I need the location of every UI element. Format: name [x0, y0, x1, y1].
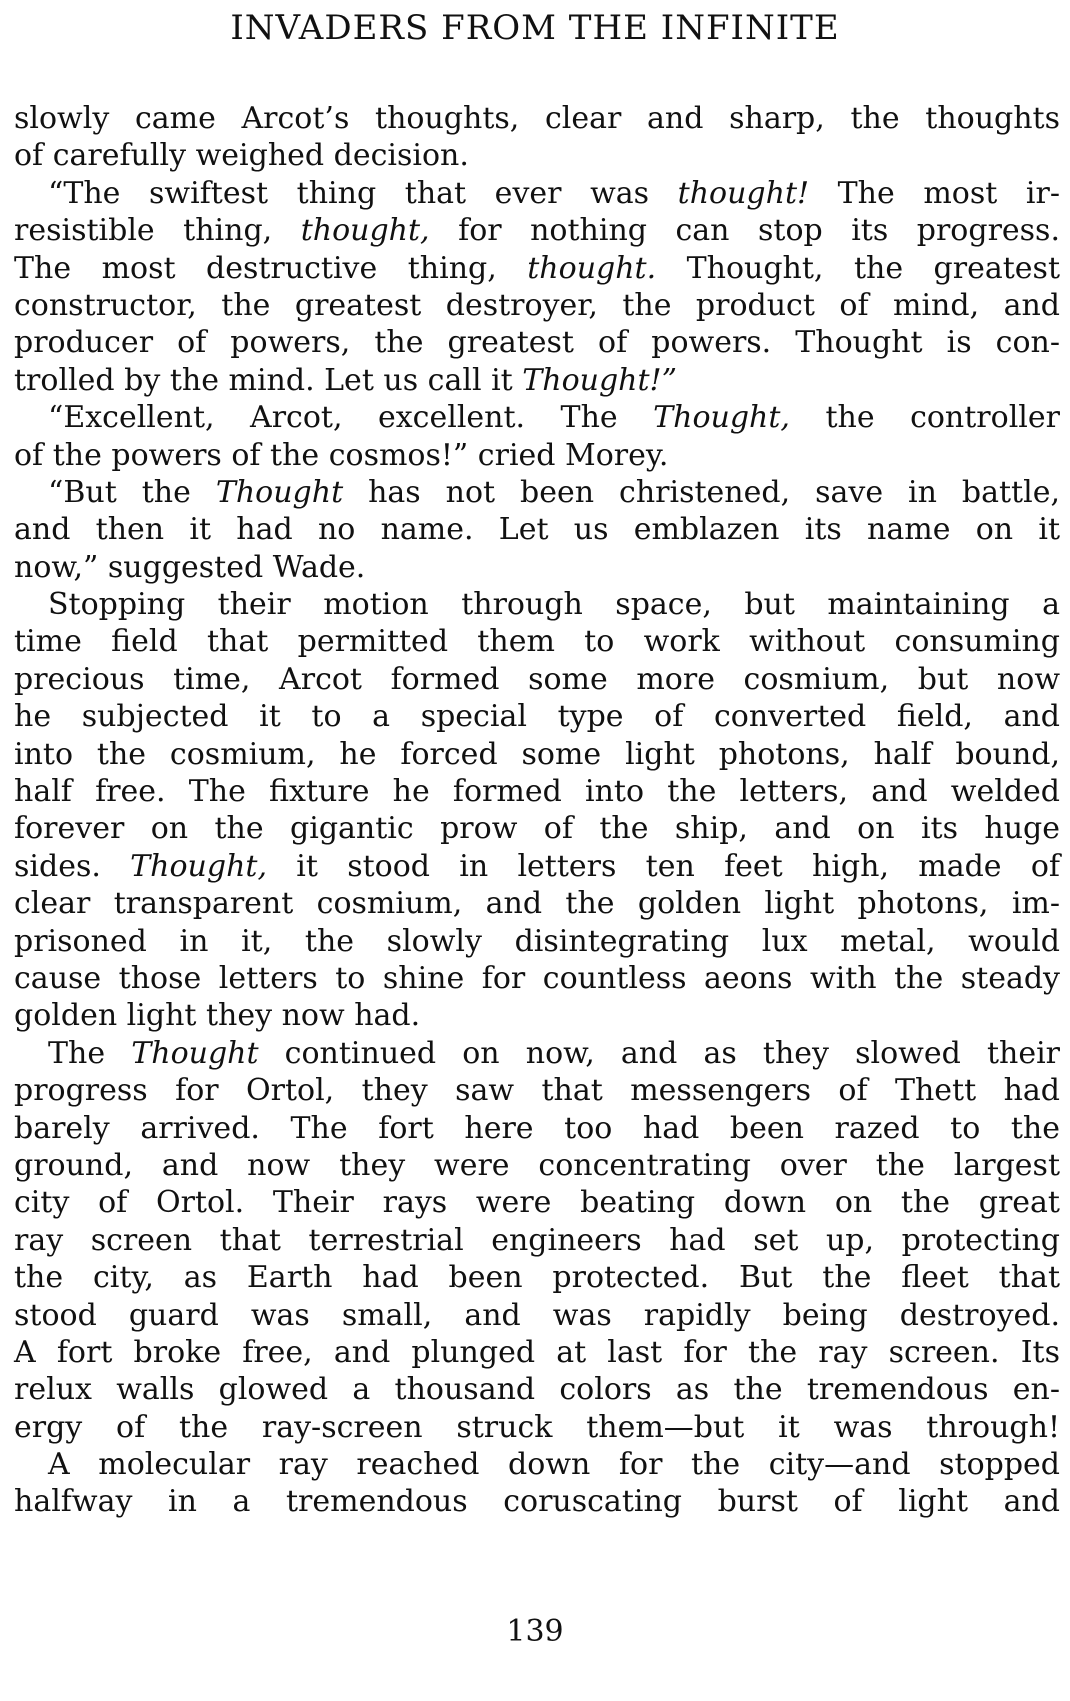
text-line	[14, 362, 1060, 399]
text-line	[14, 586, 1060, 623]
text-span: “But the	[48, 474, 216, 510]
text-line	[14, 885, 1060, 922]
text-span: for nothing can stop its progress.	[429, 213, 1060, 249]
text-span: he subjected it to a special type of converted field, and	[14, 699, 1060, 735]
text-line	[14, 960, 1060, 997]
text-span: The most ir-	[809, 175, 1060, 211]
text-span: The	[48, 1035, 132, 1071]
text-span: half free. The fixture he formed into the letters, and welded	[14, 774, 1060, 810]
text-span: producer of powers, the greatest of powers. Thought is con-	[14, 325, 1060, 361]
text-span: now,” suggested Wade.	[14, 549, 366, 585]
text-span: time field that permitted them to work without consuming	[14, 624, 1060, 660]
italic-text: Thought	[131, 1035, 259, 1071]
italic-text: Thought	[215, 474, 344, 510]
text-line	[14, 1371, 1060, 1408]
text-span: ray screen that terrestrial engineers had set up, protecting	[14, 1222, 1060, 1258]
text-line	[14, 698, 1060, 735]
text-line	[14, 1222, 1060, 1259]
text-line	[14, 1147, 1060, 1184]
text-line	[14, 549, 1060, 586]
text-span: Thought, the greatest	[656, 250, 1061, 286]
italic-text: thought,	[300, 213, 430, 249]
text-span: stood guard was small, and was rapidly being destroyed.	[14, 1297, 1060, 1333]
text-span: sides.	[14, 848, 131, 884]
text-span: progress for Ortol, they saw that messengers of Thett had	[14, 1073, 1060, 1109]
text-line	[14, 212, 1060, 249]
text-span: of carefully weighed decision.	[14, 138, 469, 174]
text-span: city of Ortol. Their rays were beating down on the great	[14, 1185, 1060, 1221]
text-line	[14, 810, 1060, 847]
text-span: of the powers of the cosmos!” cried Morey.	[14, 437, 669, 473]
text-line	[14, 736, 1060, 773]
text-span: clear transparent cosmium, and the golden light photons, im-	[14, 886, 1060, 922]
text-line	[14, 923, 1060, 960]
text-span: precious time, Arcot formed some more cosmium, but now	[14, 661, 1060, 697]
text-span: trolled by the mind. Let us call it	[14, 362, 523, 398]
text-span: relux walls glowed a thousand colors as the tremendous en-	[14, 1372, 1060, 1408]
text-span: into the cosmium, he forced some light photons, half bound,	[14, 736, 1060, 772]
text-line	[14, 1035, 1060, 1072]
text-line	[14, 1110, 1060, 1147]
italic-text: Thought,	[130, 848, 267, 884]
text-line	[14, 661, 1060, 698]
text-span: cause those letters to shine for countless aeons with the steady	[14, 960, 1060, 996]
text-span: continued on now, and as they slowed their	[258, 1035, 1061, 1071]
text-line	[14, 1072, 1060, 1109]
text-line	[14, 623, 1060, 660]
text-span: halfway in a tremendous coruscating burst of light and	[14, 1484, 1060, 1520]
text-span: prisoned in it, the slowly disintegrating lux metal, would	[14, 923, 1060, 959]
text-line	[14, 848, 1060, 885]
text-line	[14, 1184, 1060, 1221]
text-line	[14, 1334, 1060, 1371]
text-line	[14, 773, 1060, 810]
text-span: resistible thing,	[14, 213, 301, 249]
text-line	[14, 250, 1060, 287]
text-span: ergy of the ray-screen struck them—but it was through!	[14, 1409, 1060, 1445]
text-line	[14, 1483, 1060, 1520]
text-line	[14, 287, 1060, 324]
text-span: The most destructive thing,	[14, 250, 528, 286]
italic-text: Thought,	[653, 400, 790, 436]
italic-text: Thought!”	[522, 362, 677, 398]
body-text	[14, 100, 1060, 1521]
page-number: 139	[506, 1614, 564, 1649]
text-span: it stood in letters ten feet high, made of	[267, 848, 1060, 884]
text-span: Stopping their motion through space, but maintaining a	[48, 587, 1060, 623]
text-span: forever on the gigantic prow of the ship, and on its huge	[14, 811, 1060, 847]
text-line	[14, 175, 1060, 212]
text-line	[14, 1446, 1060, 1483]
text-line	[14, 1297, 1060, 1334]
text-span: and then it had no name. Let us emblazen its name on it	[14, 512, 1060, 548]
text-line	[14, 1259, 1060, 1296]
text-line	[14, 137, 1060, 174]
text-span: constructor, the greatest destroyer, the product of mind, and	[14, 287, 1060, 323]
italic-text: thought!	[677, 175, 810, 211]
text-span: the controller	[789, 400, 1060, 436]
text-line	[14, 324, 1060, 361]
text-line	[14, 511, 1060, 548]
text-line	[14, 474, 1060, 511]
text-line	[14, 399, 1060, 436]
text-span: “The swiftest thing that ever was	[48, 175, 678, 211]
text-span: A fort broke free, and plunged at last for the ray screen. Its	[14, 1334, 1060, 1370]
text-span: slowly came Arcot’s thoughts, clear and sharp, the thoughts	[14, 101, 1060, 136]
text-line	[14, 437, 1060, 474]
text-span: A molecular ray reached down for the city—and stopped	[48, 1447, 1060, 1483]
italic-text: thought.	[527, 250, 657, 286]
running-head: INVADERS FROM THE INFINITE	[230, 8, 840, 48]
text-span: ground, and now they were concentrating over the largest	[14, 1147, 1060, 1183]
text-span: has not been christened, save in battle,	[343, 474, 1060, 510]
text-span: barely arrived. The fort here too had been razed to the	[14, 1110, 1060, 1146]
text-span: golden light they now had.	[14, 998, 421, 1034]
text-span: “Excellent, Arcot, excellent. The	[48, 400, 654, 436]
text-line	[14, 997, 1060, 1034]
text-line	[14, 1409, 1060, 1446]
text-span: the city, as Earth had been protected. But the fleet that	[14, 1260, 1060, 1296]
text-line	[14, 100, 1060, 137]
